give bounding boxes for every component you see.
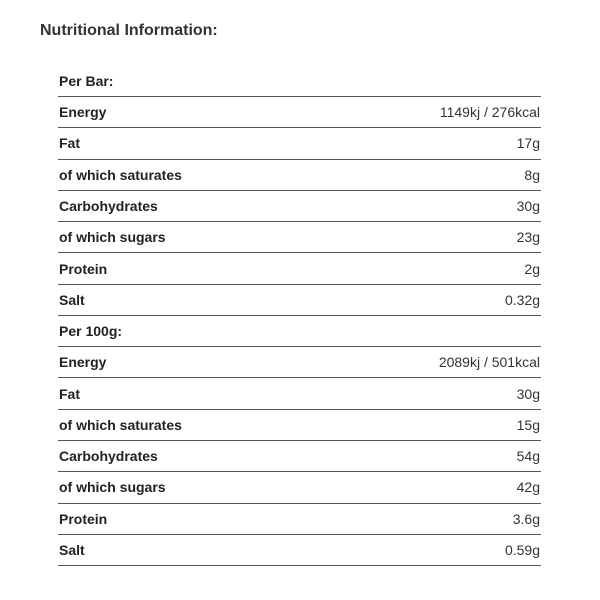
row-value: 42g <box>516 479 540 496</box>
table-row <box>58 222 541 253</box>
row-value: 30g <box>516 198 540 215</box>
table-row <box>58 97 541 128</box>
section-header-per-100g: Per 100g: <box>58 316 541 347</box>
row-value: 30g <box>516 385 540 402</box>
row-value: 17g <box>516 135 540 152</box>
table-row <box>58 441 541 472</box>
row-value: 54g <box>516 448 540 465</box>
table-row <box>58 378 541 409</box>
row-value: 2089kj / 501kcal <box>438 354 540 371</box>
row-value: 1149kj / 276kcal <box>439 104 540 121</box>
row-label: Energy <box>59 104 107 121</box>
row-label: of which sugars <box>59 229 166 246</box>
table-row <box>58 191 541 222</box>
row-value: 2g <box>524 260 540 277</box>
table-row <box>58 472 541 503</box>
row-value: 3.6g <box>512 510 540 527</box>
table-row <box>58 253 541 284</box>
row-label: of which saturates <box>59 166 182 183</box>
row-value: 0.32g <box>504 291 540 308</box>
table-row <box>58 535 541 566</box>
row-label: Carbohydrates <box>59 448 158 465</box>
row-label: of which saturates <box>59 416 182 433</box>
row-label: Salt <box>59 291 85 308</box>
nutrition-table <box>58 66 541 566</box>
row-label: of which sugars <box>59 479 166 496</box>
row-value: 0.59g <box>504 542 540 558</box>
table-row <box>58 504 541 535</box>
row-label: Protein <box>59 260 108 277</box>
section-header-per-bar: Per Bar: <box>58 66 541 97</box>
table-row <box>58 410 541 441</box>
row-label: Carbohydrates <box>59 198 158 215</box>
row-value: 8g <box>524 166 540 183</box>
row-label: Fat <box>59 385 80 402</box>
table-row <box>58 128 541 159</box>
table-row <box>58 347 541 378</box>
row-value: 23g <box>516 229 540 246</box>
row-label: Fat <box>59 135 80 152</box>
row-label: Salt <box>59 542 85 558</box>
row-label: Energy <box>59 354 107 371</box>
page-title: Nutritional Information: <box>40 22 218 39</box>
row-label: Protein <box>59 510 108 527</box>
row-value: 15g <box>516 416 540 433</box>
table-row <box>58 160 541 191</box>
table-row <box>58 285 541 316</box>
